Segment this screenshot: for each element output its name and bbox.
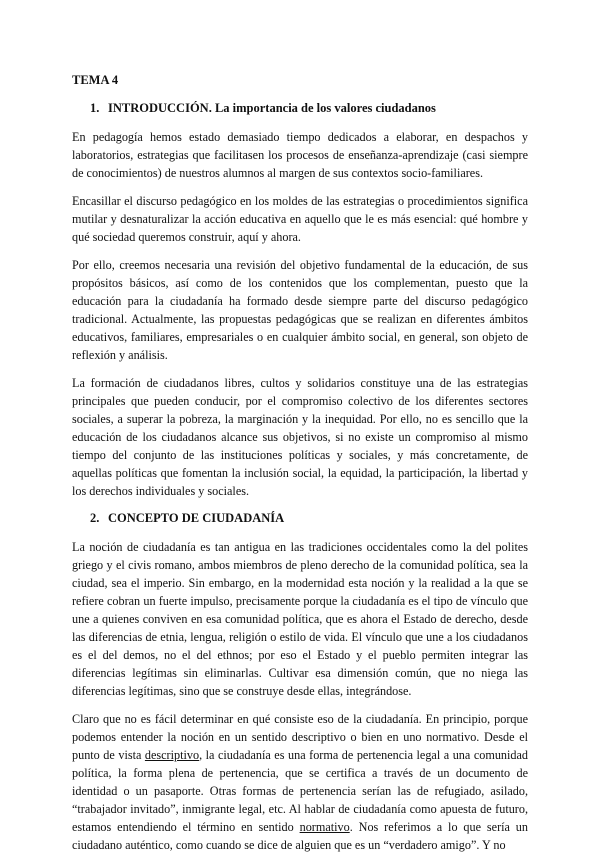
paragraph: La noción de ciudadanía es tan antigua en las tradiciones occidentales como la del polites griego y el civis romano, ambos miembros de pleno derecho de la comunidad política, sea la ciudad, sea el imperio. Sin embargo, en la modernidad esta noción y la realidad a la que se refiere cobran un fuerte impulso, precisamente porque la ciudadanía es el tipo de vínculo que une a quienes conviven en esa comunidad política, que es ahora el Estado de derecho, desde las diferencias de etnia, lengua, religión o estilo de vida. El vínculo que une a los ciudadanos es el del demos, no el del ethnos; por eso el Estado y el pueblo permiten integrar las diferencias legítimas sin eliminarlas. Cultivar esa dimensión común, que no niega las diferencias legítimas, sino que se construye desde ellas, integrándose. xyxy=(72,540,528,698)
section-1-title: INTRODUCCIÓN. La importancia de los valores ciudadanos xyxy=(108,101,436,115)
paragraph: En pedagogía hemos estado demasiado tiempo dedicados a elaborar, en despachos y laboratorios, estrategias que facilitasen los procesos de enseñanza-aprendizaje (casi siempre de conocimientos) de nuestros alumnos al margen de sus contextos socio-familiares. xyxy=(72,130,528,180)
paragraph-text: , la ciudadanía es una forma de pertenencia legal a una comunidad política, la forma plena de pertenencia, que se certifica a través de un documento de identidad o un pasaporte. Otras formas de pertenencia serían las de refugiado, asilado, “trabajador invitado”, inmigrante legal, etc. Al hablar de ciudadanía como apuesta de futuro, estamos entendiendo el término en sentido xyxy=(72,748,528,834)
paragraph: La formación de ciudadanos libres, cultos y solidarios constituye una de las estrategias principales que pueden conducir, por el compromiso colectivo de los diferentes sectores sociales, a superar la pobreza, la marginación y la inequidad. Por ello, no es sencillo que la educación de los ciudadanos alcance sus objetivos, si no existe un compromiso al mismo tiempo del conjunto de las instituciones políticas y sociales, y más concretamente, de aquellas políticas que fomentan la inclusión social, la equidad, la participación, la libertad y los derechos individuales y sociales. xyxy=(72,376,528,498)
tema-heading: TEMA 4 xyxy=(72,73,119,87)
section-2-title: CONCEPTO DE CIUDADANÍA xyxy=(108,511,285,525)
paragraph xyxy=(72,710,528,854)
term-descriptivo: descriptivo xyxy=(144,748,200,762)
section-2-heading xyxy=(72,510,528,526)
section-2-number: 2. xyxy=(90,511,100,525)
paragraph-text: . Nos referimos a lo que sería un ciudadano auténtico, como cuando se dice de alguien que es un “verdadero amigo”. Y no xyxy=(72,820,528,852)
section-1-number: 1. xyxy=(90,101,100,115)
paragraph-text: Claro que no es fácil determinar en qué consiste eso de la ciudadanía. En principio, porque podemos entender la noción en un sentido descriptivo o bien en uno normativo. Desde el punto de vista xyxy=(72,712,528,762)
paragraph: Por ello, creemos necesaria una revisión del objetivo fundamental de la educación, de sus propósitos básicos, así como de los contenidos que los complementan, puesto que la educación para la ciudadanía ha formado desde siempre parte del discurso pedagógico tradicional. Actualmente, las propuestas pedagógicas que se realizan en diferentes ámbitos educativos, familiares, empresariales o en cualquier ámbito social, en general, son objeto de reflexión y análisis. xyxy=(72,258,528,362)
section-1-heading xyxy=(72,100,528,116)
paragraph: Encasillar el discurso pedagógico en los moldes de las estrategias o procedimientos significa mutilar y desnaturalizar la acción educativa en aquello que le es más esencial: qué hombre y qué sociedad queremos construir, aquí y ahora. xyxy=(72,194,528,244)
term-normativo: normativo xyxy=(299,820,350,834)
